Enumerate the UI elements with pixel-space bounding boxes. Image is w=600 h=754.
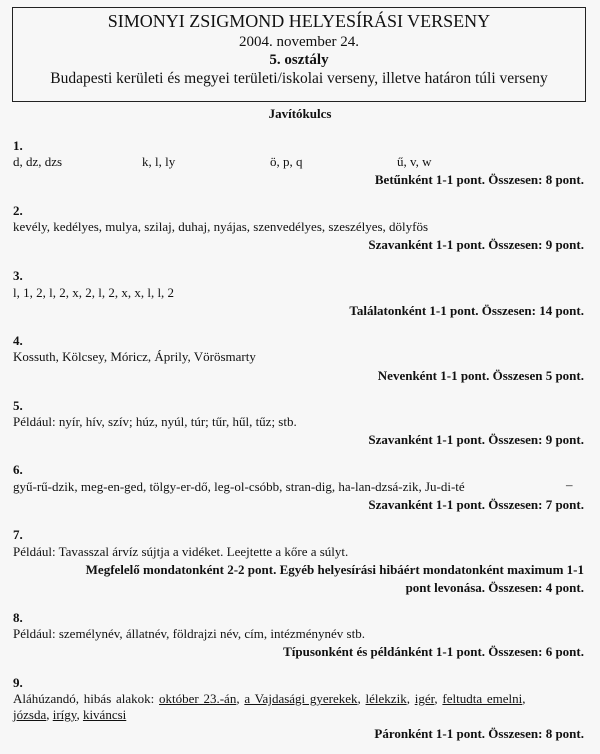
section-1-col: d, dz, dzs: [13, 154, 63, 169]
section-9-answer: [13, 691, 526, 707]
text: ,: [406, 691, 415, 706]
section-6-answer: gyű-rű-dzik, meg-en-ged, tölgy-er-dő, leg-ol-csóbb, stran-dig, ha-lan-dzsá-zik, Ju-di-té: [13, 479, 465, 494]
section-4-number: 4.: [13, 333, 23, 348]
text: ,: [434, 691, 443, 706]
section-5-score: Szavanként 1-1 pont. Összesen: 9 pont.: [368, 432, 584, 447]
section-4-answer: Kossuth, Kölcsey, Móricz, Áprily, Vörösmarty: [13, 349, 256, 364]
text: ,: [76, 707, 83, 722]
competition-subtitle: Budapesti kerületi és megyei területi/iskolai verseny, illetve határon túli verseny: [50, 70, 548, 87]
section-9-score: Páronként 1-1 pont. Összesen: 8 pont.: [374, 726, 584, 741]
section-9-answer-cont: [13, 707, 126, 723]
section-2-number: 2.: [13, 203, 23, 218]
section-9-number: 9.: [13, 675, 23, 690]
underlined-word: lélekzik: [365, 691, 407, 706]
section-7-answer: Például: Tavasszal árvíz sújtja a vidéket. Leejtette a kőre a súlyt.: [13, 544, 349, 559]
underlined-word: feltudta emelni: [442, 691, 523, 706]
competition-date: 2004. november 24.: [239, 34, 359, 50]
underlined-word: irígy: [52, 707, 77, 722]
text: ,: [357, 691, 366, 706]
section-1-col: k, l, ly: [142, 154, 176, 169]
section-7-score-cont: pont levonása. Összesen: 4 pont.: [405, 580, 584, 595]
section-7-score: Megfelelő mondatonként 2-2 pont. Egyéb helyesírási hibáért mondatonként maximum 1-1: [85, 562, 584, 577]
answer-key-heading: Javítókulcs: [268, 106, 332, 121]
section-3-answer: l, 1, 2, l, 2, x, 2, l, 2, x, x, l, l, 2: [13, 285, 175, 300]
section-2-score: Szavanként 1-1 pont. Összesen: 9 pont.: [368, 237, 584, 252]
underlined-word: józsda: [13, 707, 47, 722]
section-6-score: Szavanként 1-1 pont. Összesen: 7 pont.: [368, 497, 584, 512]
section-8-number: 8.: [13, 610, 23, 625]
section-6-number: 6.: [13, 462, 23, 477]
section-2-answer: kevély, kedélyes, mulya, szilaj, duhaj, nyájas, szenvedélyes, szeszélyes, dölyfös: [13, 219, 429, 234]
section-1-number: 1.: [13, 138, 23, 153]
text: Aláhúzandó, hibás alakok:: [13, 691, 160, 706]
section-1-col: ö, p, q: [270, 154, 303, 169]
text: ,: [522, 691, 526, 706]
section-4-score: Nevenként 1-1 pont. Összesen 5 pont.: [377, 368, 584, 383]
text: ,: [236, 691, 245, 706]
underlined-word: október 23.-án: [159, 691, 237, 706]
section-8-answer: Például: személynév, állatnév, földrajzi név, cím, intézménynév stb.: [13, 626, 365, 641]
text: ,: [46, 707, 53, 722]
section-1-score: Betűnként 1-1 pont. Összesen: 8 pont.: [374, 172, 584, 187]
section-5-number: 5.: [13, 398, 23, 413]
competition-title: SIMONYI ZSIGMOND HELYESÍRÁSI VERSENY: [107, 11, 491, 31]
header-box: [12, 7, 586, 102]
section-7-number: 7.: [13, 527, 23, 542]
underlined-word: kiváncsi: [82, 707, 127, 722]
section-1-col: ű, v, w: [397, 154, 432, 169]
grade-label: 5. osztály: [269, 52, 329, 68]
underlined-word: a Vajdasági gyerekek: [244, 691, 358, 706]
section-3-number: 3.: [13, 268, 23, 283]
section-3-score: Találatonként 1-1 pont. Összesen: 14 pont.: [349, 303, 584, 318]
stray-mark: –: [566, 477, 573, 492]
underlined-word: igér: [414, 691, 435, 706]
section-5-answer: Például: nyír, hív, szív; húz, nyúl, túr; tűr, hűl, tűz; stb.: [13, 414, 297, 429]
section-8-score: Típusonként és példánként 1-1 pont. Összesen: 6 pont.: [283, 644, 584, 659]
